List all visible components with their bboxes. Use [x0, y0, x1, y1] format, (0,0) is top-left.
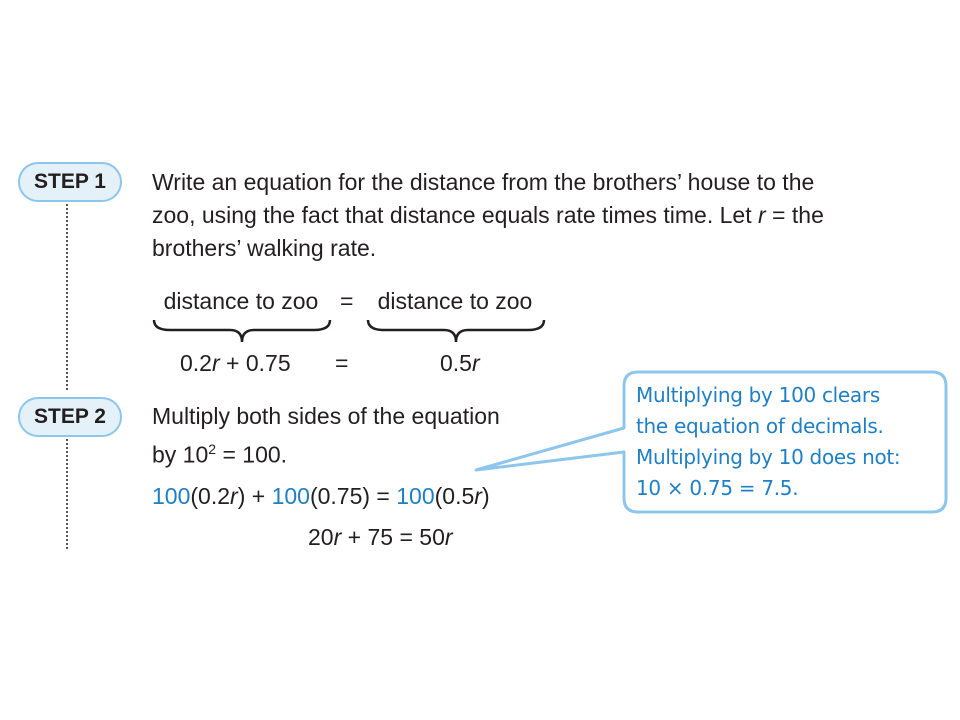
callout-line-2: the equation of decimals. — [636, 414, 884, 438]
callout-text — [636, 380, 900, 504]
callout-line-4: 10 × 0.75 = 7.5. — [636, 476, 799, 500]
callout-line-1: Multiplying by 100 clears — [636, 383, 880, 407]
label-distance-right: distance to zoo — [377, 288, 533, 314]
underbraces — [150, 318, 550, 348]
equation-multiplied: 100(0.2r) + 100(0.75) = 100(0.5r) — [152, 483, 490, 509]
step-1-guide-line — [66, 204, 68, 390]
step-1-line-3: brothers’ walking rate. — [152, 235, 377, 261]
label-distance-left: distance to zoo — [163, 288, 319, 314]
expression-right: 0.5r — [440, 350, 480, 376]
step-1-badge: STEP 1 — [18, 162, 122, 202]
step-1-line-2: zoo, using the fact that distance equals rate times time. Let r = the — [152, 202, 824, 228]
left-brace — [154, 320, 330, 342]
label-equals: = — [340, 288, 354, 314]
expression-equals: = — [335, 350, 349, 376]
step-2-line-2: by $10^2 = 100$. — [152, 441, 288, 468]
callout-line-3: Multiplying by 10 does not: — [636, 445, 901, 469]
equation-simplified: 20r + 75 = 50r — [308, 524, 453, 550]
right-brace — [368, 320, 544, 342]
step-2-guide-line — [66, 439, 68, 549]
step-1-line-1: Write an equation for the distance from the brothers’ house to the — [152, 169, 815, 195]
step-2-line-1: Multiply both sides of the equation — [152, 403, 500, 429]
expression-left: 0.2r + 0.75 — [180, 350, 291, 376]
step-2-badge: STEP 2 — [18, 397, 122, 437]
